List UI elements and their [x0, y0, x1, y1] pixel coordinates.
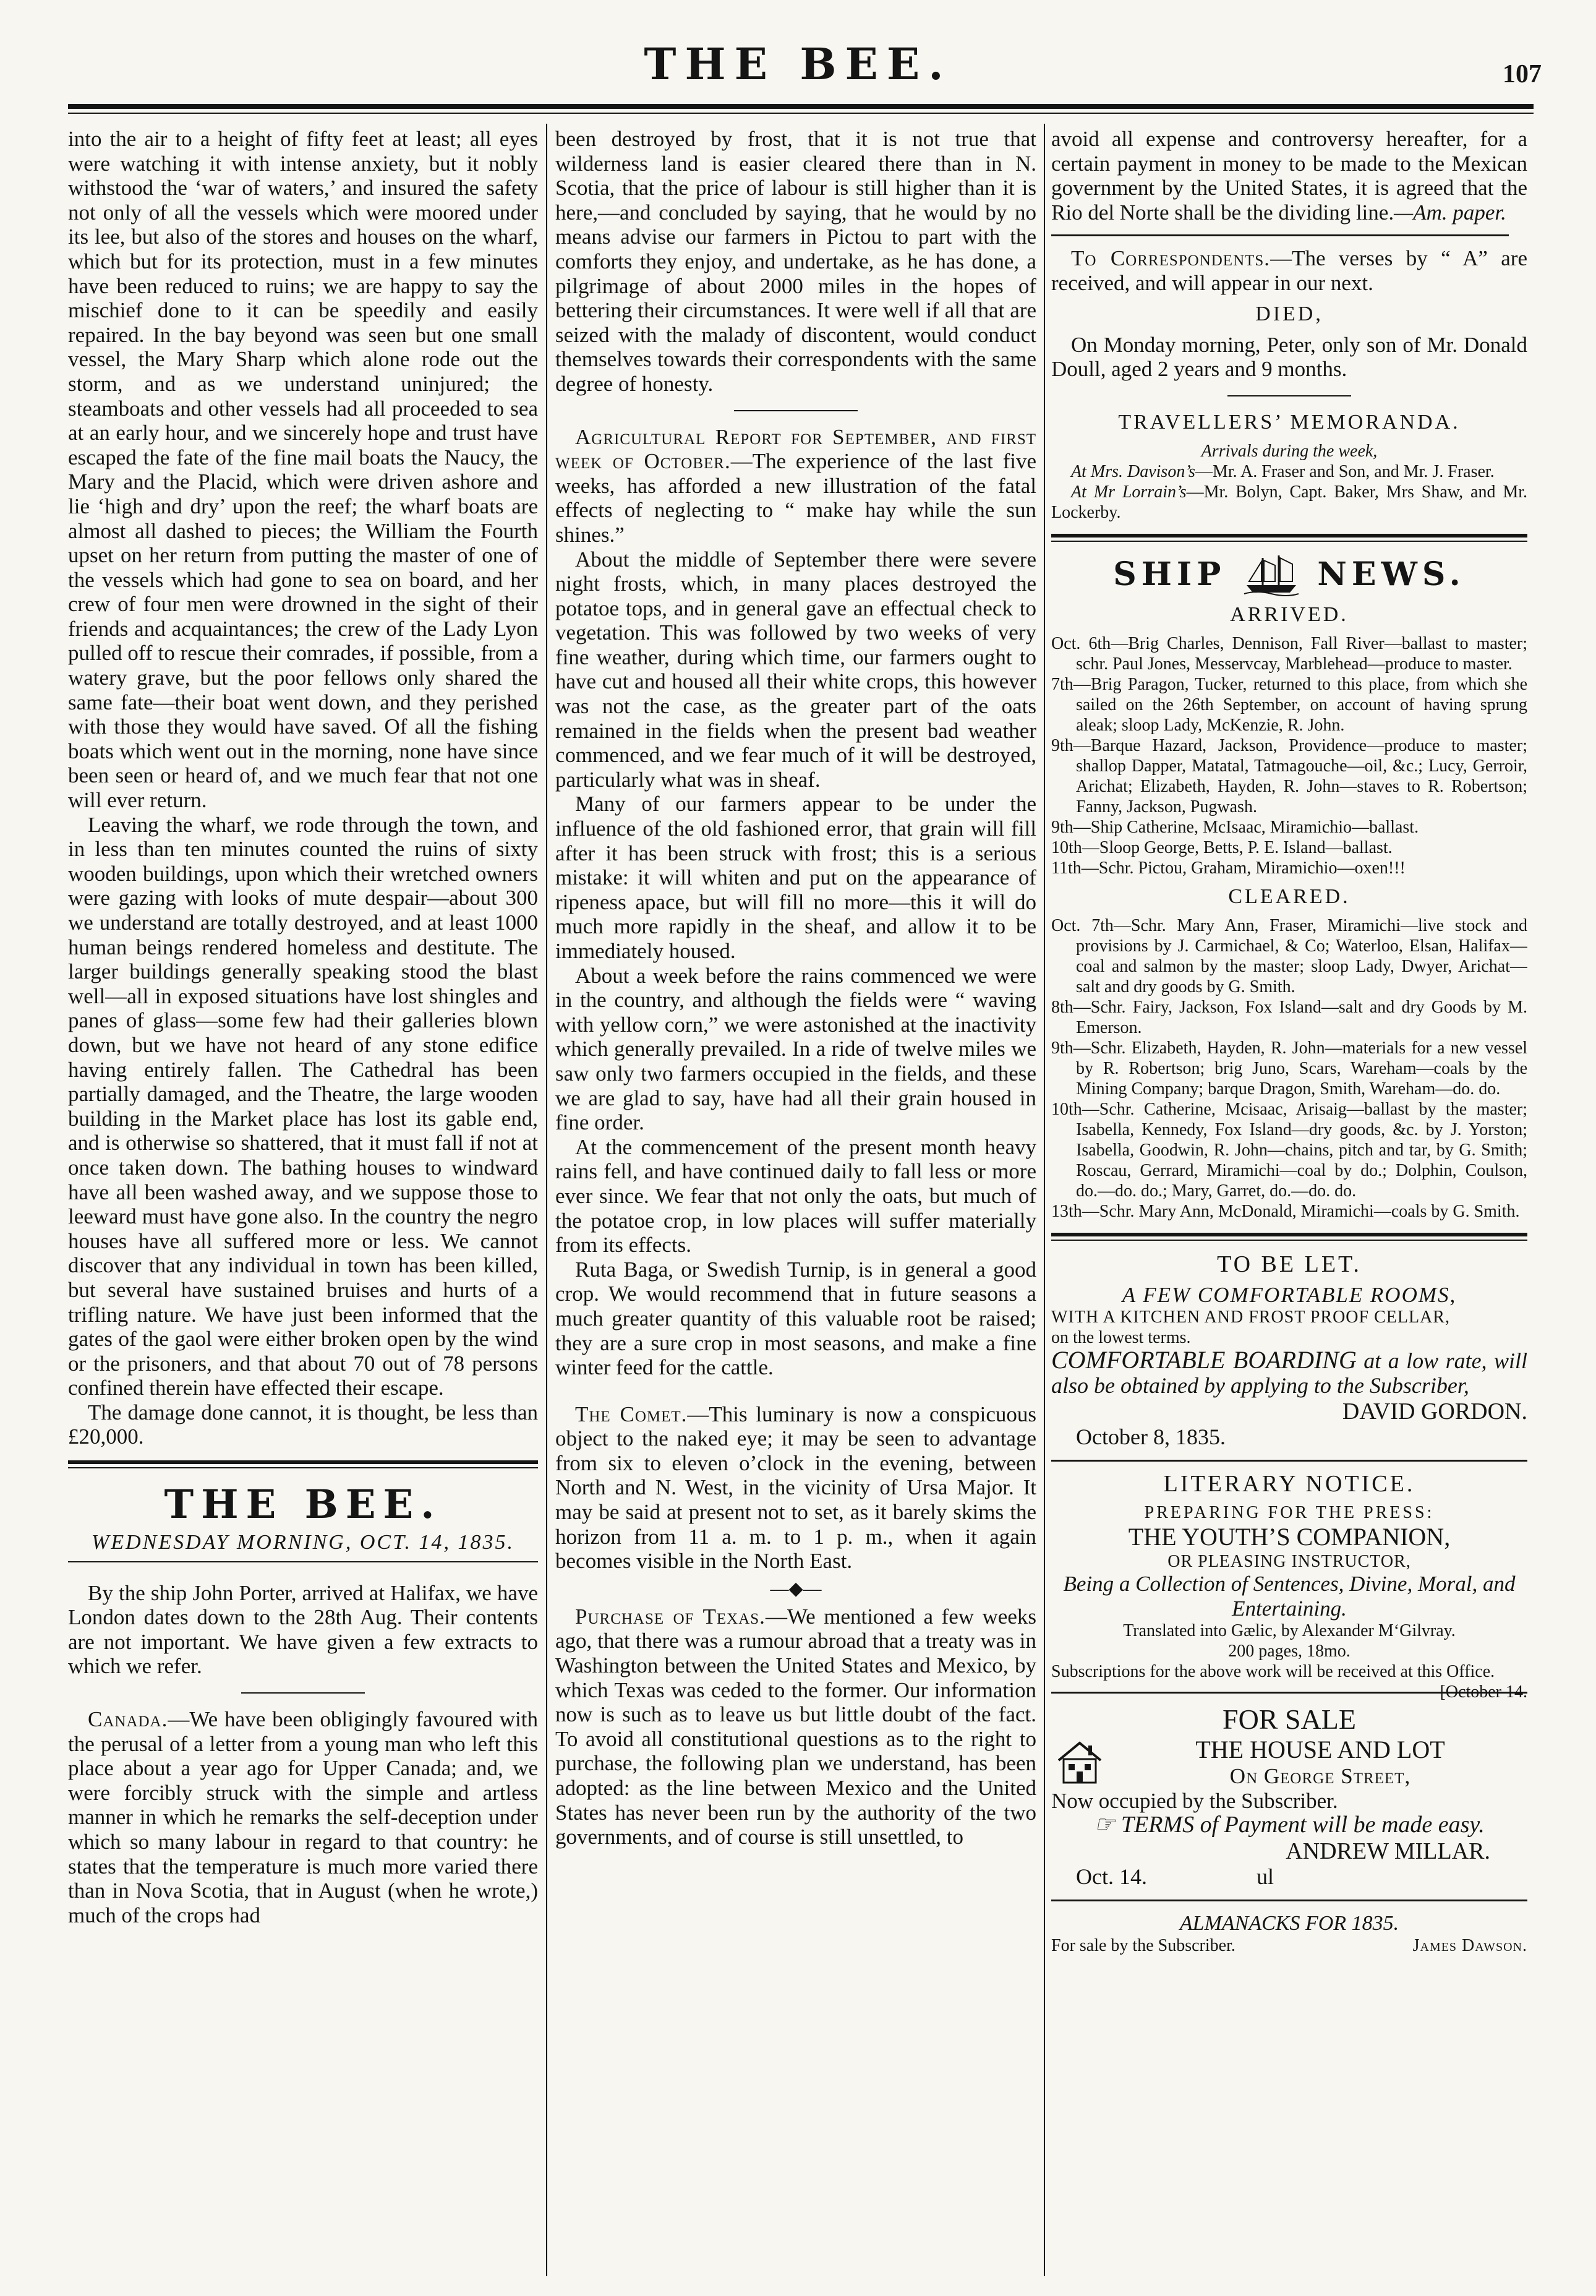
entry-text: —Schr. Fairy, Jackson, Fox Island—salt and dry Goods by M. Emerson.	[1073, 997, 1527, 1037]
masthead-title: THE BEE.	[644, 38, 952, 90]
section-divider	[68, 1460, 538, 1468]
entry-date: 9th	[1051, 1038, 1073, 1058]
traveller-at: At Mrs. Davison’s	[1071, 461, 1195, 481]
entry-date: 13th	[1051, 1201, 1082, 1221]
entry-date: 9th	[1051, 735, 1073, 755]
cleared-heading: CLEARED.	[1228, 885, 1351, 908]
agri-paragraph-4: About a week before the rains commenced we were in the country, and although the fields were “ waving with yellow corn,” we were astonished at the inactivity which generally prevailed. In a ride of twelve miles we saw only two farmers occupied in the fields, and these we are glad to say, have had all their grain housed in fine order.	[555, 963, 1036, 1135]
correspondents-paragraph	[1051, 246, 1527, 295]
entry-text: —Ship Catherine, McIsaac, Miramichio—ballast.	[1073, 817, 1419, 837]
agri-paragraph-2: About the middle of September there were severe night frosts, which, in many places destroyed the potatoe tops, and in general gave an effectual check to vegetation. This was followed by two weeks of very fine weather, during which time, our farmers ought to have cut and housed all their white crops, this however was not the case, as the greater part of the oats remained in the fields when the present bad weather commenced, and we fear much of it will be destroyed, particularly what was in sheaf.	[555, 547, 1036, 792]
masthead-rule-thick	[68, 104, 1534, 109]
arrived-entry	[1051, 837, 1527, 858]
traveller-names: —Mr. Bolyn, Capt. Baker, Mrs Shaw, and Mr. Lockerby.	[1051, 482, 1527, 522]
entry-text: —Schr. Mary Ann, Fraser, Miramichi—live stock and provisions by J. Carmichael, & Co; Waterloo, Elsan, Halifax—coal and salmon by the master; sloop Lady, Dwyer, Arichat—salt and dry goods by G. Smith.	[1076, 915, 1527, 996]
arrived-entry	[1051, 817, 1527, 837]
almanacks-text: For sale by the Subscriber.	[1051, 1936, 1235, 1956]
house-icon	[1055, 1739, 1104, 1786]
sale-what: THE HOUSE AND LOT	[1195, 1736, 1445, 1764]
correspondents-text: —The verses by “ A” are received, and will appear in our next.	[1051, 246, 1527, 295]
canada-continued: been destroyed by frost, that it is not true that wilderness land is easier cleared there than in N. Scotia, that the price of labour is still higher than it is here,—and concluded by saying, that he would by no means advise our farmers in Pictou to part with the comforts they enjoy, and undertake, as he has done, a pilgrimage of about 2000 miles in the hopes of bettering their circumstances. It were well if all that are seized with the malady of discontent, would conduct themselves towards their correspondents with the same degree of honesty.	[555, 127, 1036, 396]
arrived-entry	[1051, 633, 1527, 674]
literary-preparing: PREPARING FOR THE PRESS:	[1144, 1502, 1435, 1522]
died-notice: On Monday morning, Peter, only son of Mr. Donald Doull, aged 2 years and 9 months.	[1051, 332, 1527, 382]
literary-subscriptions-text: Subscriptions for the above work will be received at this Office.	[1051, 1662, 1495, 1682]
almanacks-footer	[1051, 1935, 1527, 1956]
editorial-masthead: THE BEE.	[164, 1481, 442, 1528]
comet-heading: The Comet.	[575, 1402, 688, 1426]
sale-footer	[1051, 1865, 1274, 1890]
entry-text: —Schr. Mary Ann, McDonald, Miramichi—coals by G. Smith.	[1082, 1201, 1520, 1221]
literary-date: [October 14.	[1440, 1682, 1527, 1702]
arrived-heading: ARRIVED.	[1230, 602, 1349, 626]
agri-text-1: —The experience of the last five weeks, has afforded a new illustration of the fatal effects of neglecting to “ make hay while the sun shines.”	[555, 449, 1036, 547]
arrived-entry	[1051, 858, 1527, 878]
arrived-entry	[1051, 674, 1527, 735]
divider	[1051, 1900, 1527, 1901]
column-3	[1051, 127, 1527, 2279]
short-divider	[734, 410, 858, 411]
comet-paragraph	[555, 1402, 1036, 1574]
cleared-entry	[1051, 997, 1527, 1038]
section-divider	[1051, 1233, 1527, 1241]
short-divider	[1227, 395, 1351, 396]
pointing-hand-icon: ☞	[1094, 1812, 1116, 1838]
agri-paragraph-3: Many of our farmers appear to be under the influence of the old fashioned error, that grain will fill after it has been struck with frost; this is a serious mistake: it will whiten and put on the appearance of ripeness apace, but will fill no more—this it will do much more rapidly in the sheaf, and allow it to be immediately housed.	[555, 792, 1036, 963]
agri-paragraph-6: Ruta Baga, or Swedish Turnip, is in general a good crop. We would recommend that in future seasons a much greater quantity of this valuable root be raised; they are a sure crop in most seasons, and make a fine winter feed for the cattle.	[555, 1257, 1036, 1380]
ornament-divider: —◆—	[770, 1578, 822, 1599]
ship-news-left: SHIP	[1113, 555, 1226, 593]
divider	[1051, 234, 1509, 236]
to-let-boarding-text: at a low rate, will also be obtained by applying to the Subscriber,	[1051, 1348, 1527, 1399]
storm-paragraph-3: The damage done cannot, it is thought, be less than £20,000.	[68, 1400, 538, 1449]
cleared-entry	[1051, 915, 1527, 997]
london-dates-paragraph: By the ship John Porter, arrived at Halifax, we have London dates down to the 28th Aug. Their contents are not important. We have given a few extracts to which we refer.	[68, 1580, 538, 1679]
traveller-entry	[1051, 482, 1527, 523]
traveller-at: At Mr Lorrain’s	[1071, 482, 1187, 502]
entry-text: —Sloop George, Betts, P. E. Island—ballast.	[1082, 837, 1393, 857]
section-divider	[1051, 534, 1527, 542]
entry-date: Oct. 7th	[1051, 915, 1114, 935]
sale-heading: FOR SALE	[1223, 1703, 1356, 1736]
texas-heading: Purchase of Texas.	[575, 1604, 766, 1629]
to-let-heading: TO BE LET.	[1217, 1251, 1362, 1277]
sale-terms	[1051, 1813, 1527, 1838]
storm-paragraph-1: into the air to a height of fifty feet at least; all eyes were watching it with intense anxiety, but it nobly withstood the ‘war of waters,’ and insured the safety not only of all the vessels which were moored under its lee, but also of the stores and houses on the wharf, which but for its protection, must in a few minutes have been reduced to ruins; we are happy to say the mischief done to it can be speedily and easily repaired. In the bay beyond was seen but one small vessel, the Mary Sharp which alone rode out the storm, and as we understand uninjured; the steamboats and other vessels had all proceeded to sea at an early hour, and we sincerely hope and trust have escaped the fate of the fine mail boats the Naucy, the Mary and the Placid, which were driven ashore and lie ‘high and dry’ upon the reef; the wharf boats are almost all dashed to pieces; the William the Fourth upset on her return from putting the master of one of the vessels which had gone to sea on board, and her crew of four men were drowned in the sight of their friends and acquaintances; the crew of the Lady Lyon pulled off to rescue their comrades, if possible, from a watery grave, but the poor fellows only shared the same fate—their boat went down, and they perished with those they would have saved. Of all the fishing boats which went out in the morning, none have since been seen or heard of, and we much fear that not one will ever return.	[68, 127, 538, 813]
cleared-entry	[1051, 1038, 1527, 1099]
entry-text: —Brig Charles, Dennison, Fall River—ballast to master; schr. Paul Jones, Messervcay, Marblehead—produce to master.	[1076, 633, 1527, 674]
to-let-rooms: A FEW COMFORTABLE ROOMS,	[1122, 1282, 1457, 1307]
traveller-names: —Mr. A. Fraser and Son, and Mr. J. Fraser.	[1195, 461, 1495, 481]
to-let-name: DAVID GORDON.	[1342, 1399, 1527, 1425]
to-let-signature	[1051, 1398, 1527, 1425]
texas-paragraph	[555, 1604, 1036, 1849]
arrived-entry	[1051, 735, 1527, 817]
entry-date: 10th	[1051, 837, 1082, 857]
almanacks-heading: ALMANACKS FOR 1835.	[1179, 1911, 1399, 1935]
sale-terms-text: TERMS of Payment will be made easy.	[1120, 1812, 1485, 1838]
sale-signature	[1051, 1838, 1527, 1865]
texas-text: —We mentioned a few weeks ago, that there was a rumour abroad that a treaty was in Washington between the United States and Mexico, by which Texas was ceded to the former. Our information now is such as to leave us but little doubt of the fact. To avoid all constitutional questions as to the right to purchase, the following plan we understand, has been adopted: as the line between Mexico and the United States has never been run by the authority of the two governments, and of course is still unsettled, to	[555, 1604, 1036, 1849]
cleared-entry	[1051, 1099, 1527, 1201]
entry-text: —Barque Hazard, Jackson, Providence—produce to master; shallop Dapper, Matatal, Tatmagouche—oil, &c.; Lucy, Gerroir, Arichat; Elizabeth, Hayden, R. John—staves to R. Robertson; Fanny, Jackson, Pugwash.	[1073, 735, 1527, 816]
divider	[1051, 1460, 1527, 1462]
ship-news-header	[1051, 553, 1527, 596]
texas-continued	[1051, 127, 1527, 225]
storm-paragraph-2: Leaving the wharf, we rode through the town, and in less than ten minutes counted the ruins of sixty wooden buildings, upon which their wretched owners were gazing with looks of mute despair—about 300 we understand are totally destroyed, and at least 1000 human beings rendered homeless and destitute. The larger buildings generally speaking stood the blast well—all in exposed situations have lost shingles and panes of glass—some few had their galleries blown down, but we have not heard of any stone edifice having entirely fallen. The Cathedral has been partially damaged, and the Theatre, the large wooden building in the Market place has lost its gable end, and is otherwise so shattered, that it must fall if not at once taken down. The bathing houses to windward have all been washed away, and we suppose those to leeward must have gone also. In the country the negro houses have all suffered more or less. We cannot discover that any individual in town has been killed, but several have sustained bruises and hurts of a trifling nature. We have just been informed that the gates of the gaol were either broken open by the wind or the prisoners, and that about 70 out of 78 persons confined therein have effected their escape.	[68, 812, 538, 1400]
masthead-rule-thin	[68, 113, 1534, 114]
agri-paragraph-1	[555, 425, 1036, 547]
column-rule-1	[546, 124, 547, 2276]
entry-date: 11th	[1051, 858, 1082, 878]
ship-icon	[1242, 553, 1301, 596]
entry-date: 10th	[1051, 1099, 1082, 1119]
sale-name: ANDREW MILLAR.	[1286, 1838, 1490, 1864]
died-heading: DIED,	[1255, 302, 1323, 325]
column-1	[68, 127, 538, 2279]
travellers-heading: TRAVELLERS’ MEMORANDA.	[1118, 410, 1461, 434]
sale-street: On George Street,	[1229, 1764, 1411, 1789]
to-let-with: WITH A KITCHEN AND FROST PROOF CELLAR,	[1051, 1308, 1450, 1327]
texas-continued-text: avoid all expense and controversy hereafter, for a certain payment in money to be made to the Mexican government by the United States, it is agreed that the Rio del Norte shall be the dividing line.	[1051, 127, 1527, 225]
literary-heading: LITERARY NOTICE.	[1163, 1470, 1415, 1497]
agri-heading: Agricultural Report for September, and first week of October.	[555, 424, 1036, 474]
to-let-boarding-title: COMFORTABLE BOARDING	[1051, 1346, 1357, 1374]
sale-occupied: Now occupied by the Subscriber.	[1051, 1788, 1338, 1813]
entry-date: Oct. 6th	[1051, 633, 1111, 653]
correspondents-heading: To Correspondents.	[1071, 246, 1271, 271]
literary-subtitle: OR PLEASING INSTRUCTOR,	[1167, 1551, 1411, 1571]
traveller-entry	[1051, 461, 1527, 482]
entry-date: 7th	[1051, 674, 1073, 694]
to-let-terms: on the lowest terms.	[1051, 1328, 1191, 1348]
canada-heading: Canada.	[88, 1707, 168, 1732]
entry-text: —Schr. Elizabeth, Hayden, R. John—materials for a new vessel by R. Robertson; brig Juno, Scars, Wareham—coals by the Mining Company; barque Dragon, Smith, Wareham—do. do.	[1073, 1038, 1527, 1099]
sale-date: Oct. 14.	[1076, 1864, 1147, 1889]
literary-title: THE YOUTH’S COMPANION,	[1128, 1522, 1451, 1551]
dateline: WEDNESDAY MORNING, OCT. 14, 1835.	[68, 1530, 538, 1562]
texas-source: —Am. paper.	[1394, 200, 1506, 225]
to-let-date: October 8, 1835.	[1076, 1424, 1226, 1450]
entry-text: —Schr. Pictou, Graham, Miramichio—oxen!!!	[1081, 858, 1406, 878]
to-let-boarding	[1051, 1348, 1527, 1398]
entry-text: —Brig Paragon, Tucker, returned to this place, from which she sailed on the 26th September, on account of having sprung aleak; sloop Lady, McKenzie, R. John.	[1073, 674, 1527, 735]
canada-text: —We have been obligingly favoured with the perusal of a letter from a young man who left this place about a year ago for Upper Canada; and, we were forcibly struck with the simple and artless manner in which he remarks the self-deception under which so many labour in regard to that country: he states that the temperature is much more varied there than in Nova Scotia, that in August (when he wrote,) much of the crops had	[68, 1707, 538, 1927]
literary-translator: Translated into Gælic, by Alexander M‘Gilvray.	[1123, 1621, 1456, 1641]
page-number: 107	[1503, 60, 1542, 88]
short-divider	[241, 1692, 365, 1694]
entry-date: 9th	[1051, 817, 1073, 837]
cleared-entry	[1051, 1201, 1527, 1222]
comet-text: —This luminary is now a conspicuous object to the naked eye; it may be seen to advantage from six to eleven o’clock in the evening, between North and N. West, in the vicinity of Ursa Major. It may be said at present not to set, as it barely skims the horizon from 11 a. m. to 1 p. m., when it again becomes visible in the North East.	[555, 1402, 1036, 1574]
agri-paragraph-5: At the commencement of the present month heavy rains fell, and have continued daily to fall less or more ever since. We fear that not only the oats, but much of the potatoe crop, in low places will suffer materially from its effects.	[555, 1134, 1036, 1257]
literary-description: Being a Collection of Sentences, Divine, Moral, and Entertaining.	[1063, 1571, 1516, 1621]
almanacks-name: James Dawson.	[1412, 1936, 1527, 1956]
column-rule-2	[1044, 124, 1045, 2276]
ship-news-right: NEWS.	[1317, 555, 1466, 593]
literary-pages: 200 pages, 18mo.	[1228, 1642, 1351, 1661]
column-2	[555, 127, 1036, 2279]
arrivals-subheading: Arrivals during the week,	[1201, 441, 1378, 461]
sale-code: ul	[1256, 1864, 1274, 1889]
canada-paragraph	[68, 1707, 538, 1927]
literary-subscriptions	[1051, 1661, 1527, 1702]
entry-text: —Schr. Catherine, Mcisaac, Arisaig—ballast by the master; Isabella, Kennedy, Fox Island—dry goods, &c. by J. Yorston; Isabella, Goodwin, R. John—chains, pitch and tar, by G. Smith; Roscau, Gerrard, Miramichi—coal by do.; Dolphin, Coulson, do.—do. do.; Mary, Garret, do.—do. do.	[1076, 1099, 1527, 1201]
entry-date: 8th	[1051, 997, 1073, 1017]
spacer	[555, 1380, 1036, 1402]
